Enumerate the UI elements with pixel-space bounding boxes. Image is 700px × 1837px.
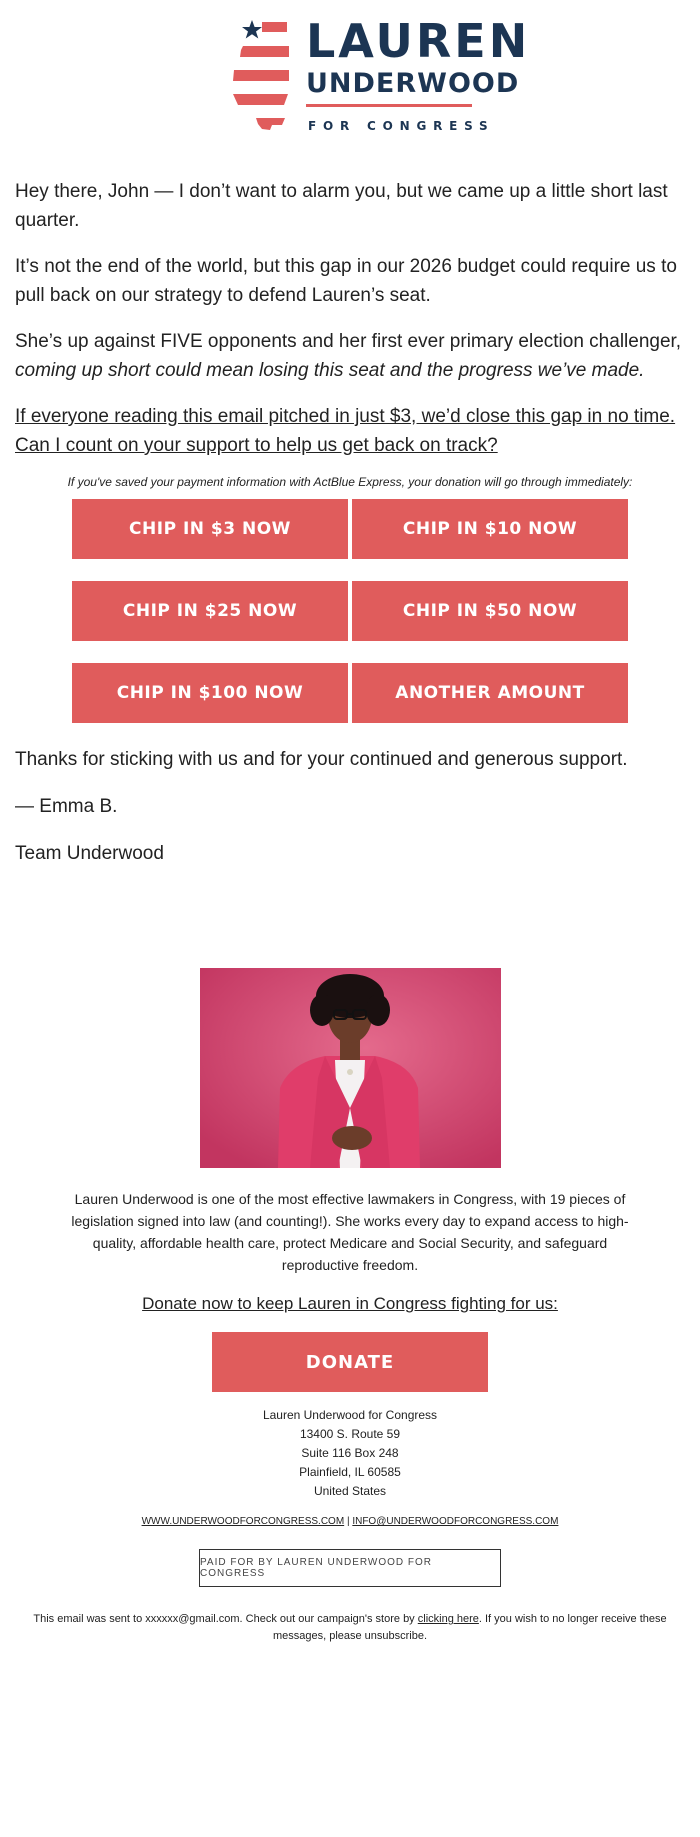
address-name: Lauren Underwood for Congress (262, 1408, 438, 1422)
logo-line2: UNDERWOOD (306, 68, 520, 99)
opponents-paragraph (15, 327, 685, 385)
button-row (72, 663, 628, 723)
footer-links (0, 1516, 700, 1527)
button-row (72, 581, 628, 641)
donate-button[interactable]: DONATE (212, 1332, 488, 1392)
candidate-portrait-icon (200, 968, 501, 1168)
ask-paragraph (15, 402, 685, 460)
budget-paragraph: It’s not the end of the world, but this gap in our 2026 budget could require us to pull back on our strategy to defend Lauren’s seat. (15, 256, 677, 306)
chip-in-3-button[interactable]: CHIP IN $3 NOW (72, 499, 348, 559)
logo-line1: LAUREN (306, 14, 531, 68)
signoff: — Emma B. (15, 796, 118, 817)
address-street: 13400 S. Route 59 (299, 1427, 401, 1441)
another-amount-button[interactable]: ANOTHER AMOUNT (352, 663, 628, 723)
website-link[interactable]: WWW.UNDERWOODFORCONGRESS.COM (141, 1516, 345, 1527)
address-suite: Suite 116 Box 248 (301, 1446, 399, 1460)
chip-in-10-button[interactable]: CHIP IN $10 NOW (352, 499, 628, 559)
ask-link[interactable]: If everyone reading this email pitched in just $3, we’d close this gap in no time. Can I count on your support to help us get back on track? (15, 406, 676, 456)
donate-now-link[interactable]: Donate now to keep Lauren in Congress fighting for us: (142, 1294, 558, 1313)
chip-in-25-button[interactable]: CHIP IN $25 NOW (72, 581, 348, 641)
intro-paragraph: Hey there, John — I don’t want to alarm you, but we came up a little short last quarter. (15, 181, 668, 231)
footer-text-1: This email was sent to xxxxxx@gmail.com. Check out our campaign's store by (33, 1613, 418, 1625)
logo-line3: FOR CONGRESS (308, 119, 495, 133)
footer-notice (0, 1611, 700, 1645)
campaign-logo (0, 0, 700, 160)
footer-text-2: . If you wish to no longer receive these messages, please unsubscribe. (272, 1613, 667, 1642)
link-separator: | (346, 1516, 350, 1527)
email-link[interactable]: INFO@UNDERWOODFORCONGRESS.COM (352, 1516, 559, 1527)
opponents-italic-text: coming up short could mean losing this seat and the progress we’ve made. (15, 360, 645, 381)
thanks-paragraph: Thanks for sticking with us and for your continued and generous support. (15, 749, 628, 770)
address-city: Plainfield, IL 60585 (299, 1465, 401, 1479)
donation-button-grid (72, 499, 628, 723)
actblue-express-note: If you've saved your payment information with ActBlue Express, your donation will go through immediately: (67, 475, 633, 489)
address-country: United States (313, 1484, 387, 1498)
team-signature: Team Underwood (15, 843, 164, 864)
paid-for-disclaimer: PAID FOR BY LAUREN UNDERWOOD FOR CONGRESS (199, 1549, 501, 1587)
opponents-text: She’s up against FIVE opponents and her first ever primary election challenger, (15, 331, 682, 352)
chip-in-100-button[interactable]: CHIP IN $100 NOW (72, 663, 348, 723)
chip-in-50-button[interactable]: CHIP IN $50 NOW (352, 581, 628, 641)
mailing-address (0, 1406, 700, 1501)
candidate-bio: Lauren Underwood is one of the most effective lawmakers in Congress, with 19 pieces of legislation signed into law (and counting!). She works every day to expand access to high-quality, affordable health care, protect Medicare and Social Security, and safeguard reproductive freedom. (71, 1191, 629, 1273)
button-row (72, 499, 628, 559)
illinois-flag-logo-icon (0, 0, 700, 160)
store-link[interactable]: clicking here (417, 1613, 479, 1625)
candidate-photo (200, 968, 501, 1168)
